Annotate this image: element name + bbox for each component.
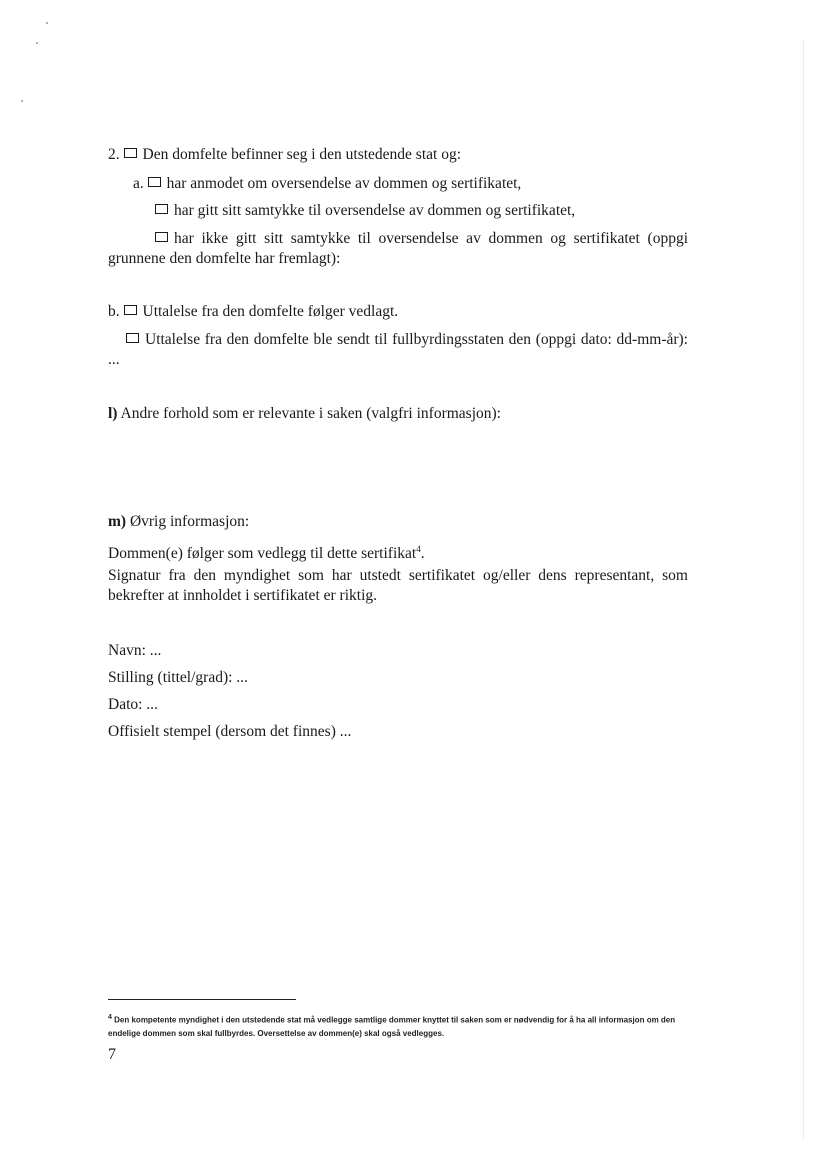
footnote	[108, 1011, 688, 1040]
section-l-label: l)	[108, 405, 118, 422]
scan-edge-line	[803, 40, 804, 1140]
footnote-number: 4	[108, 1014, 112, 1021]
item-2a-option-3	[108, 229, 688, 269]
option-text: har anmodet om oversendelse av dommen og sertifikatet,	[166, 175, 522, 192]
option-text: Uttalelse fra den domfelte følger vedlagt.	[142, 303, 399, 320]
checkbox[interactable]	[124, 148, 137, 158]
footnote-divider	[108, 999, 296, 1000]
attachment-text: Dommen(e) følger som vedlegg til dette sertifikat	[108, 545, 417, 563]
page-number: 7	[108, 1046, 116, 1063]
item-2b-option-2	[108, 330, 688, 370]
checkbox[interactable]	[155, 204, 168, 214]
attachment-end: .	[420, 545, 425, 563]
date-field: Dato: ...	[108, 696, 158, 713]
attachment-statement	[108, 539, 425, 564]
position-field: Stilling (tittel/grad): ...	[108, 669, 248, 686]
item-2b-label: b.	[108, 303, 120, 320]
item-2	[108, 145, 461, 165]
section-m-title: Øvrig informasjon:	[129, 513, 250, 530]
signature-statement: Signatur fra den myndighet som har utstedt sertifikatet og/eller dens representant, som bekrefter at innholdet i sertifikatet er riktig.	[108, 567, 688, 604]
name-field: Navn: ...	[108, 642, 162, 659]
scan-speck	[46, 22, 48, 24]
item-2a-label: a.	[133, 175, 144, 192]
checkbox[interactable]	[155, 232, 168, 242]
option-text: har ikke gitt sitt samtykke til oversendelse av dommen og sertifikatet (oppgi grunnene den domfelte har fremlagt):	[108, 230, 688, 267]
item-2-text: Den domfelte befinner seg i den utstedende stat og:	[142, 146, 462, 163]
section-l-text: Andre forhold som er relevante i saken (valgfri informasjon):	[120, 405, 501, 422]
scan-speck	[21, 100, 23, 102]
checkbox[interactable]	[148, 177, 161, 187]
stamp-field: Offisielt stempel (dersom det finnes) ...	[108, 723, 352, 740]
option-text: har gitt sitt samtykke til oversendelse av dommen og sertifikatet,	[174, 202, 576, 219]
section-m	[108, 512, 249, 532]
checkbox[interactable]	[124, 305, 137, 315]
option-text: Uttalelse fra den domfelte ble sendt til fullbyrdingsstaten den (oppgi dato: dd-mm-år): ...	[108, 331, 688, 368]
section-m-label: m)	[108, 513, 127, 530]
item-2a-option-1	[133, 174, 521, 194]
item-2a-option-2	[155, 201, 575, 221]
section-l	[108, 404, 501, 424]
footnote-text: Den kompetente myndighet i den utstedende stat må vedlegge samtlige dommer knyttet til saken som er nødvendig for å ha all informasjon om den endelige dommen som skal fullbyrdes. Oversettelse av dommen(e) skal også vedlegges.	[108, 1015, 676, 1038]
item-2b-option-1	[108, 302, 398, 322]
footnote-reference[interactable]: 4	[416, 544, 421, 554]
checkbox[interactable]	[126, 333, 139, 343]
item-2-number: 2.	[108, 146, 120, 163]
scan-speck	[36, 42, 38, 44]
